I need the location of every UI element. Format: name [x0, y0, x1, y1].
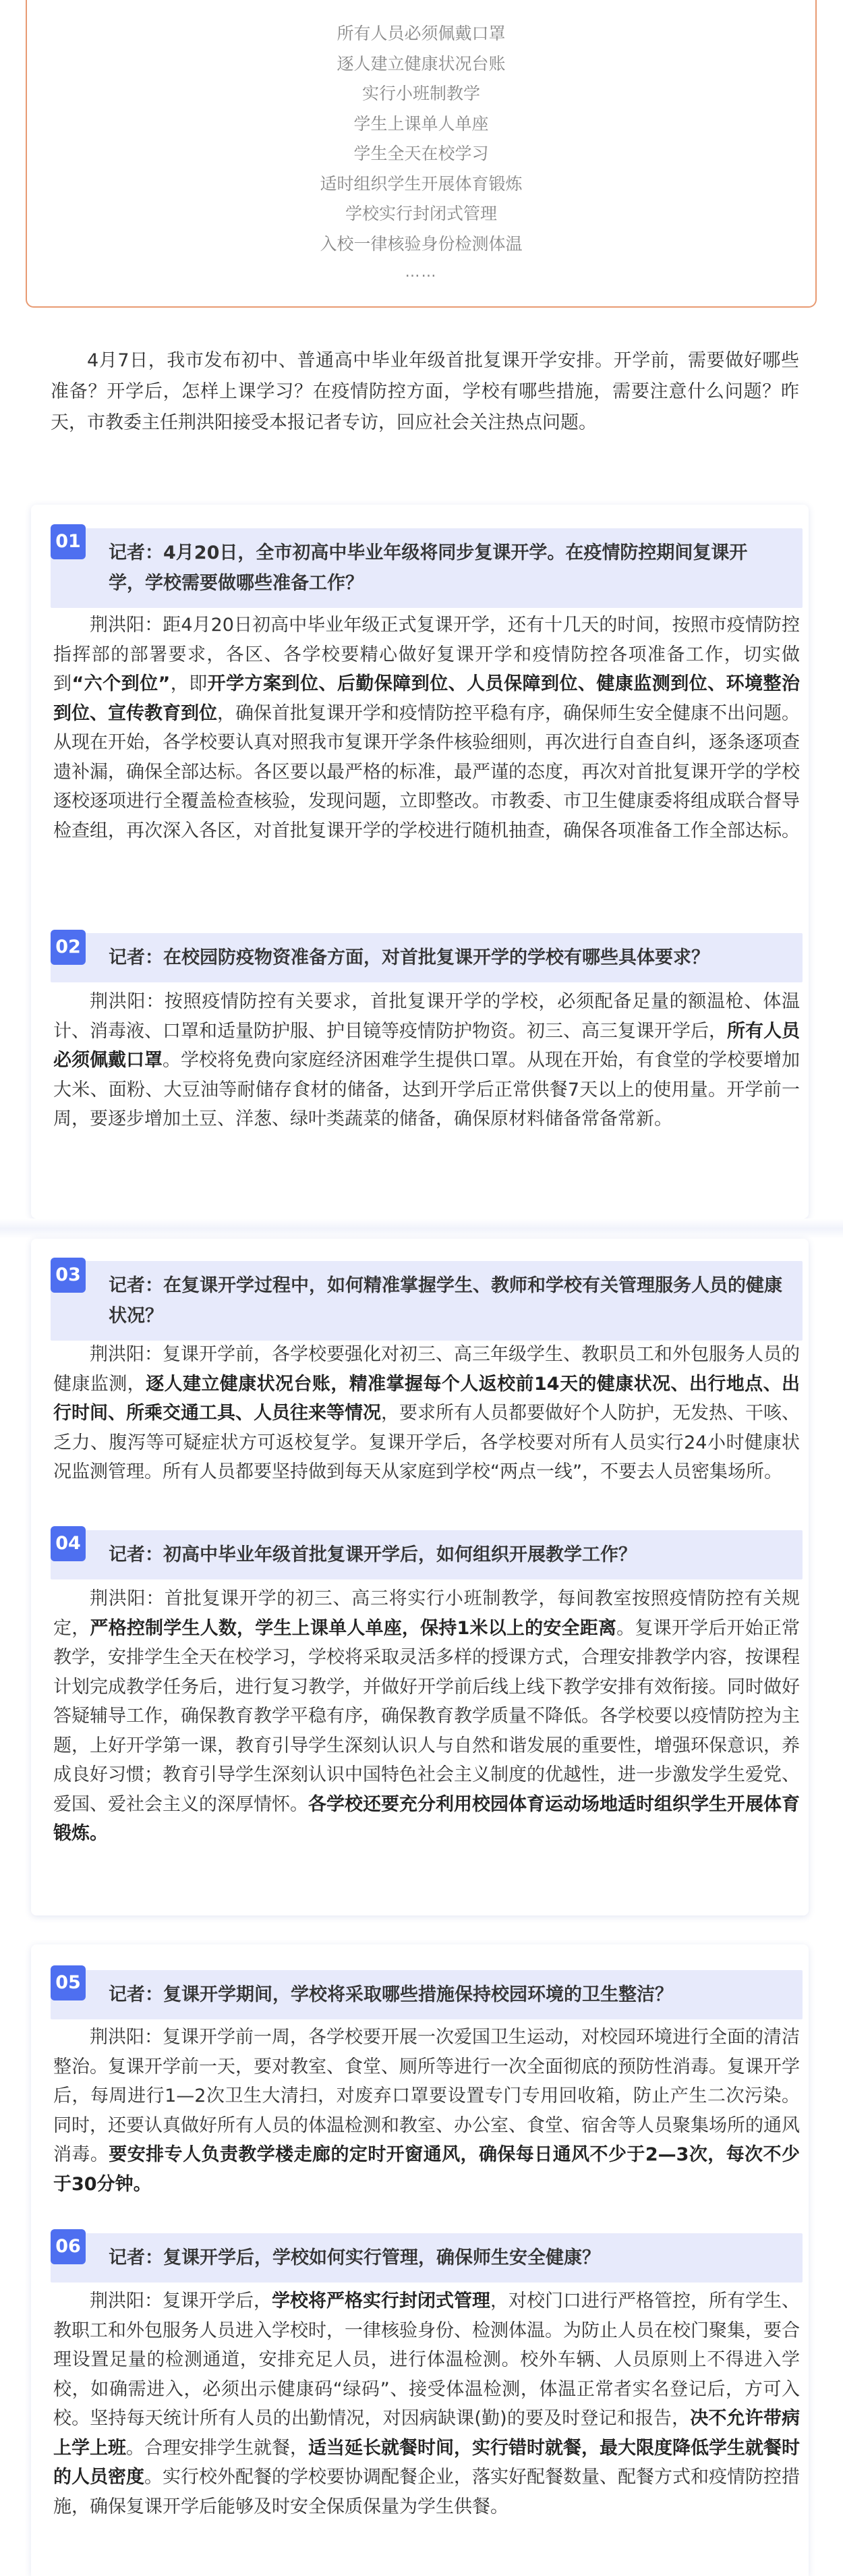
question-number-badge: 05	[51, 1965, 86, 2000]
question-bar: 记者：复课开学期间，学校将采取哪些措施保持校园环境的卫生整洁？	[51, 1970, 803, 2019]
notice-ellipsis: ……	[405, 264, 438, 281]
answer-text: ，要求所有人员都要做好个人防护，无发热、干咳、乏力、腹泻等可疑症状方可返校复学。复课开学后，各学校要对所有人员实行24小时健康状况监测管理。所有人员都要坚持做到每天从家庭到学校“两点一线”，不要去人员密集场所。	[53, 1403, 800, 1482]
answer-text: ，对校门口进行严格管控，所有学生、教职工和外包服务人员进入学校时，一律核验身份、检测体温。为防止人员在校门聚集，要合理设置足量的检测通道，安排充足人员，进行体温检测。校外车辆、人员原则上不得进入学校，如确需进入，必须出示健康码“绿码”、接受体温检测，体温正常者实名登记后，方可入校。坚持每天统计所有人员的出勤情况，对因病缺课(勤)的要及时登记和报告，	[53, 2291, 800, 2429]
notice-line: 入校一律核验身份检测体温	[320, 233, 523, 254]
question-bar: 记者：初高中毕业年级首批复课开学后，如何组织开展教学工作？	[51, 1530, 803, 1579]
question-bar: 记者：复课开学后，学校如何实行管理，确保师生安全健康？	[51, 2233, 803, 2283]
answer-paragraph	[51, 611, 803, 845]
answer-paragraph	[51, 2023, 803, 2199]
question-bar: 记者：在复课开学过程中，如何精准掌握学生、教师和学校有关管理服务人员的健康状况？	[51, 1261, 803, 1341]
question-number-badge: 03	[51, 1258, 86, 1293]
notice-line: 学生全天在校学习	[353, 144, 489, 163]
answer-emphasis: 各学校还要充分利用校园体育运动场地适时组织学生开展体育锻炼。	[53, 1793, 800, 1844]
answer-text: 。学校将免费向家庭经济困难学生提供口罩。从现在开始，有食堂的学校要增加大米、面粉、大豆油等耐储存食材的储备，达到开学后正常供餐7天以上的使用量。开学前一周，要逐步增加土豆、洋葱、绿叶类蔬菜的储备，确保原材料储备常备常新。	[53, 1050, 800, 1129]
notice-line: 学生上课单人单座	[353, 113, 489, 134]
answer-emphasis: 开学方案到位、后勤保障到位、人员保障到位、健康监测到位、环境整治到位、宣传教育到位	[53, 673, 801, 724]
question-number-badge: 06	[51, 2229, 86, 2264]
notice-line: 逐人建立健康状况台账	[337, 53, 506, 74]
answer-text: 荆洪阳：复课开学后，	[90, 2291, 272, 2312]
notice-line: 适时组织学生开展体育锻炼	[320, 173, 523, 194]
answer-text: 。复课开学后开始正常教学，安排学生全天在校学习，学校将采取灵活多样的授课方式，合理安排教学内容，按课程计划完成教学任务后，进行复习教学，并做好开学前后线上线下教学安排有效衔接。同时做好答疑辅导工作，确保教育教学平稳有序，确保教育教学质量不降低。各学校要以疫情防控为主题，上好开学第一课，教育引导学生深刻认识人与自然和谐发展的重要性，增强环保意识，养成良好习惯；教育引导学生深刻认识中国特色社会主义制度的优越性，进一步激发学生爱党、爱国、爱社会主义的深厚情怀。	[53, 1617, 801, 1815]
question-number-badge: 01	[51, 524, 86, 559]
answer-text: 荆洪阳：复课开学前一周，各学校要开展一次爱国卫生运动，对校园环境进行全面的清洁整治。复课开学前一天，要对教室、食堂、厕所等进行一次全面彻底的预防性消毒。复课开学后，每周进行1—2次卫生大清扫，对废弃口罩要设置专门专用回收箱，防止产生二次污染。同时，还要认真做好所有人员的体温检测和教室、办公室、食堂、宿舍等人员聚集场所的通风消毒。	[53, 2027, 800, 2165]
question-number-badge: 02	[51, 930, 86, 965]
answer-emphasis: 学校将严格实行封闭式管理	[272, 2291, 490, 2312]
notice-line: 所有人员必须佩戴口罩	[337, 24, 506, 43]
answer-paragraph	[51, 1584, 803, 1849]
answer-emphasis: 要安排专人负责教学楼走廊的定时开窗通风，确保每日通风不少于2—3次，每次不少于30分钟。	[53, 2144, 800, 2195]
answer-emphasis: 决不允许带病上学上班	[53, 2408, 800, 2459]
question-number-badge: 04	[51, 1526, 86, 1561]
question-bar: 记者：在校园防疫物资准备方面，对首批复课开学的学校有哪些具体要求？	[51, 933, 803, 982]
question-bar: 记者：4月20日，全市初高中毕业年级将同步复课开学。在疫情防控期间复课开学，学校需要做哪些准备工作？	[51, 528, 803, 608]
notice-box	[26, 0, 817, 308]
intro-paragraph: 4月7日，我市发布初中、普通高中毕业年级首批复课开学安排。开学前，需要做好哪些准备？开学后，怎样上课学习？在疫情防控方面，学校有哪些措施，需要注意什么问题？昨天，市教委主任荆洪阳接受本报记者专访，回应社会关注热点问题。	[51, 350, 799, 433]
answer-paragraph	[51, 2287, 803, 2521]
answer-text: 。实行校外配餐的学校要协调配餐企业，落实好配餐数量、配餐方式和疫情防控措施，确保复课开学后能够及时安全保质保量为学生供餐。	[53, 2467, 800, 2517]
answer-text: 。合理安排学生就餐，	[126, 2437, 308, 2459]
notice-line: 实行小班制教学	[361, 84, 480, 103]
answer-text: 荆洪阳：首批复课开学的初三、高三将实行小班制教学，每间教室按照疫情防控有关规定，	[53, 1588, 800, 1639]
answer-paragraph	[51, 1340, 803, 1487]
notice-line: 学校实行封闭式管理	[345, 204, 497, 223]
answer-text: 荆洪阳：复课开学前，各学校要强化对初三、高三年级学生、教职员工和外包服务人员的健康监测，	[53, 1344, 800, 1395]
answer-emphasis: 所有人员必须佩戴口罩	[53, 1020, 800, 1071]
answer-emphasis: 适当延长就餐时间，实行错时就餐，最大限度降低学生就餐时的人员密度	[53, 2437, 800, 2488]
section-divider	[0, 1219, 843, 1239]
answer-paragraph	[51, 987, 803, 1134]
answer-text: ，确保首批复课开学和疫情防控平稳有序，确保师生安全健康不出问题。从现在开始，各学校要认真对照我市复课开学条件核验细则，再次进行自查自纠，逐条逐项查遗补漏，确保全部达标。各区要以最严格的标准，最严谨的态度，再次对首批复课开学的学校逐校逐项进行全覆盖检查核验，发现问题，立即整改。市教委、市卫生健康委将组成联合督导检查组，再次深入各区，对首批复课开学的学校进行随机抽查，确保各项准备工作全部达标。	[53, 702, 800, 841]
answer-emphasis: 逐人建立健康状况台账，精准掌握每个人返校前14天的健康状况、出行地点、出行时间、所乘交通工具、人员往来等情况	[53, 1373, 800, 1424]
answer-text: ，即	[170, 673, 208, 694]
answer-emphasis: 严格控制学生人数，学生上课单人单座，保持1米以上的安全距离	[90, 1617, 617, 1639]
answer-emphasis: “六个到位”	[71, 673, 171, 694]
answer-text: 荆洪阳：距4月20日初高中毕业年级正式复课开学，还有十几天的时间，按照市疫情防控指挥部的部署要求，各区、各学校要精心做好复课开学和疫情防控各项准备工作，切实做到	[53, 615, 800, 694]
answer-text: 荆洪阳：按照疫情防控有关要求，首批复课开学的学校，必须配备足量的额温枪、体温计、消毒液、口罩和适量防护服、护目镜等疫情防护物资。初三、高三复课开学后，	[53, 991, 800, 1042]
